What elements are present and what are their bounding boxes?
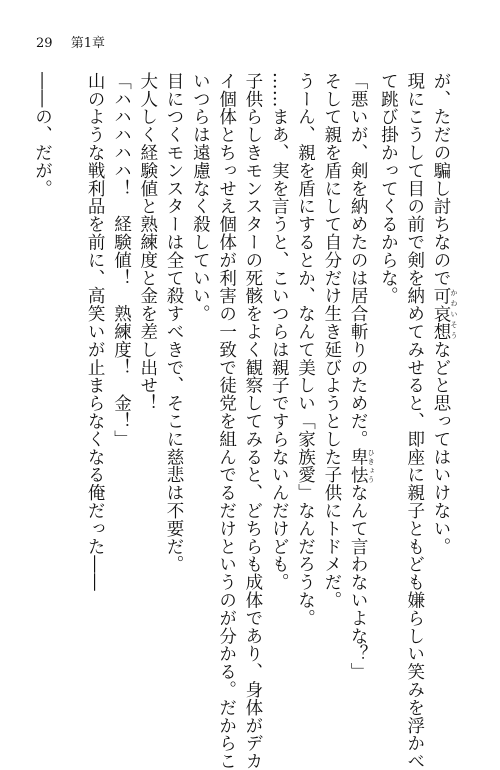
- text-line: いつらは遠慮なく殺していい。: [190, 72, 211, 323]
- text-line: 大人しく経験値と熟練度と金を差し出せ！: [137, 72, 158, 413]
- text-line: そして親を盾にして自分だけ生き延びようとした子供にトドメだ。: [321, 72, 342, 609]
- chapter-title: 第1章: [70, 36, 105, 51]
- ruby-reading: ひきょう: [367, 447, 376, 484]
- vertical-body-text: [32, 72, 458, 770]
- text-line: うーん、親を盾にするとか、なんて美しい「家族愛」なんだろうな。: [295, 72, 316, 627]
- text-line: 目につくモンスターは全て殺すべきで、そこに慈悲は不要だ。: [164, 72, 185, 574]
- text-line: [0, 72, 3, 657]
- text-line: イ個体とちっせえ個体が利害の一致で徒党を組んでるだけというのが分かる。だからこ: [216, 72, 237, 770]
- text-line: 子供らしきモンスターの死骸をよく観察してみると、どちらも成体であり、身体がデカ: [242, 72, 263, 770]
- blank-line: [56, 72, 82, 657]
- text-line: ――の、だが。: [32, 72, 53, 198]
- text-line: 現にこうして目の前で剣を納めてみせると、即座に親子ともども嫌らしい笑みを浮かべ: [404, 72, 425, 770]
- text-line: が、ただの騙し討ちなので可哀想 かわいそうなどと思ってはいけない。: [431, 72, 458, 556]
- page-number: 29: [36, 36, 53, 51]
- text-line: 「悪いが、剣を納めたのは居合斬りのためだ。卑怯 ひきょうなんて言わないよな？」: [348, 72, 376, 681]
- text-line: て跳び掛かってくるからな。: [378, 72, 399, 305]
- ruby-reading: かわいそう: [450, 286, 458, 341]
- text-line: ……まあ、実を言うと、こいつらは親子ですらないんだけども。: [269, 72, 290, 592]
- text-line: 山のような戦利品を前に、高笑いが止まらなくなる俺だった――: [85, 72, 106, 592]
- running-header: [36, 36, 105, 52]
- ruby-annotation: 卑怯 ひきょう: [348, 447, 376, 484]
- ruby-annotation: 可哀想 かわいそう: [431, 286, 458, 341]
- blank-line: [3, 72, 29, 657]
- text-line: 「ハハハハハ！ 経験値！ 熟練度！ 金！」: [111, 72, 132, 448]
